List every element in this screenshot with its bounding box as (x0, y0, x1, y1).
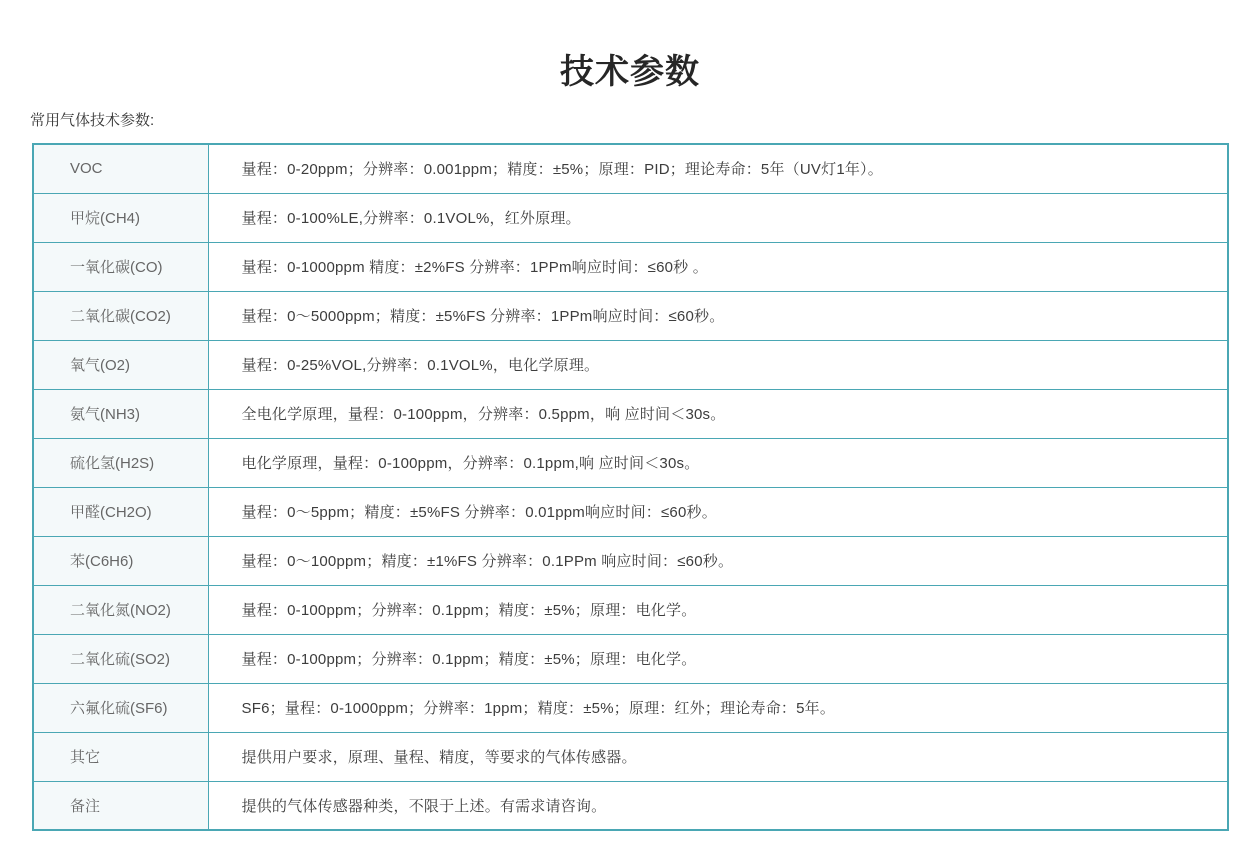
gas-name-cell: 一氧化碳(CO) (33, 242, 208, 291)
gas-spec-table (32, 143, 1229, 831)
gas-spec-cell: 量程：0-100%LE,分辨率：0.1VOL%，红外原理。 (208, 193, 1228, 242)
gas-spec-cell: 量程：0～5ppm；精度：±5%FS 分辨率：0.01ppm响应时间：≤60秒。 (208, 487, 1228, 536)
table-row (33, 536, 1228, 585)
gas-spec-cell: 量程：0-100ppm；分辨率：0.1ppm；精度：±5%；原理：电化学。 (208, 634, 1228, 683)
table-caption: 常用气体技术参数: (30, 112, 155, 129)
table-row (33, 487, 1228, 536)
table-row (33, 340, 1228, 389)
gas-name-cell: 备注 (33, 781, 208, 830)
gas-name-cell: VOC (33, 144, 208, 193)
gas-name-cell: 硫化氢(H2S) (33, 438, 208, 487)
gas-spec-cell: 全电化学原理，量程：0-100ppm，分辨率：0.5ppm，响 应时间＜30s。 (208, 389, 1228, 438)
gas-spec-cell: 量程：0-100ppm；分辨率：0.1ppm；精度：±5%；原理：电化学。 (208, 585, 1228, 634)
gas-name-cell: 二氧化碳(CO2) (33, 291, 208, 340)
gas-spec-cell: 量程：0-20ppm；分辨率：0.001ppm；精度：±5%；原理：PID；理论寿命：5年（UV灯1年）。 (208, 144, 1228, 193)
gas-name-cell: 二氧化硫(SO2) (33, 634, 208, 683)
gas-name-cell: 甲醛(CH2O) (33, 487, 208, 536)
gas-name-cell: 甲烷(CH4) (33, 193, 208, 242)
gas-spec-cell: 提供用户要求，原理、量程、精度，等要求的气体传感器。 (208, 732, 1228, 781)
gas-spec-cell: 电化学原理，量程：0-100ppm，分辨率：0.1ppm,响 应时间＜30s。 (208, 438, 1228, 487)
gas-spec-cell: 量程：0～100ppm；精度：±1%FS 分辨率：0.1PPm 响应时间：≤60秒。 (208, 536, 1228, 585)
gas-name-cell: 其它 (33, 732, 208, 781)
table-row (33, 732, 1228, 781)
gas-table-body (33, 144, 1228, 830)
page-title: 技术参数 (560, 53, 700, 91)
table-row (33, 781, 1228, 830)
gas-name-cell: 六氟化硫(SF6) (33, 683, 208, 732)
gas-name-cell: 氧气(O2) (33, 340, 208, 389)
gas-spec-cell: 量程：0-1000ppm 精度：±2%FS 分辨率：1PPm响应时间：≤60秒 。 (208, 242, 1228, 291)
gas-name-cell: 氨气(NH3) (33, 389, 208, 438)
table-row (33, 144, 1228, 193)
gas-spec-cell: 量程：0～5000ppm；精度：±5%FS 分辨率：1PPm响应时间：≤60秒。 (208, 291, 1228, 340)
gas-spec-cell: 提供的气体传感器种类，不限于上述。有需求请咨询。 (208, 781, 1228, 830)
table-row (33, 242, 1228, 291)
table-row (33, 634, 1228, 683)
table-row (33, 193, 1228, 242)
table-row (33, 291, 1228, 340)
gas-name-cell: 二氧化氮(NO2) (33, 585, 208, 634)
gas-name-cell: 苯(C6H6) (33, 536, 208, 585)
table-row (33, 585, 1228, 634)
table-row (33, 438, 1228, 487)
gas-spec-cell: SF6；量程：0-1000ppm；分辨率：1ppm；精度：±5%；原理：红外；理论寿命：5年。 (208, 683, 1228, 732)
table-row (33, 389, 1228, 438)
gas-spec-cell: 量程：0-25%VOL,分辨率：0.1VOL%，电化学原理。 (208, 340, 1228, 389)
table-row (33, 683, 1228, 732)
